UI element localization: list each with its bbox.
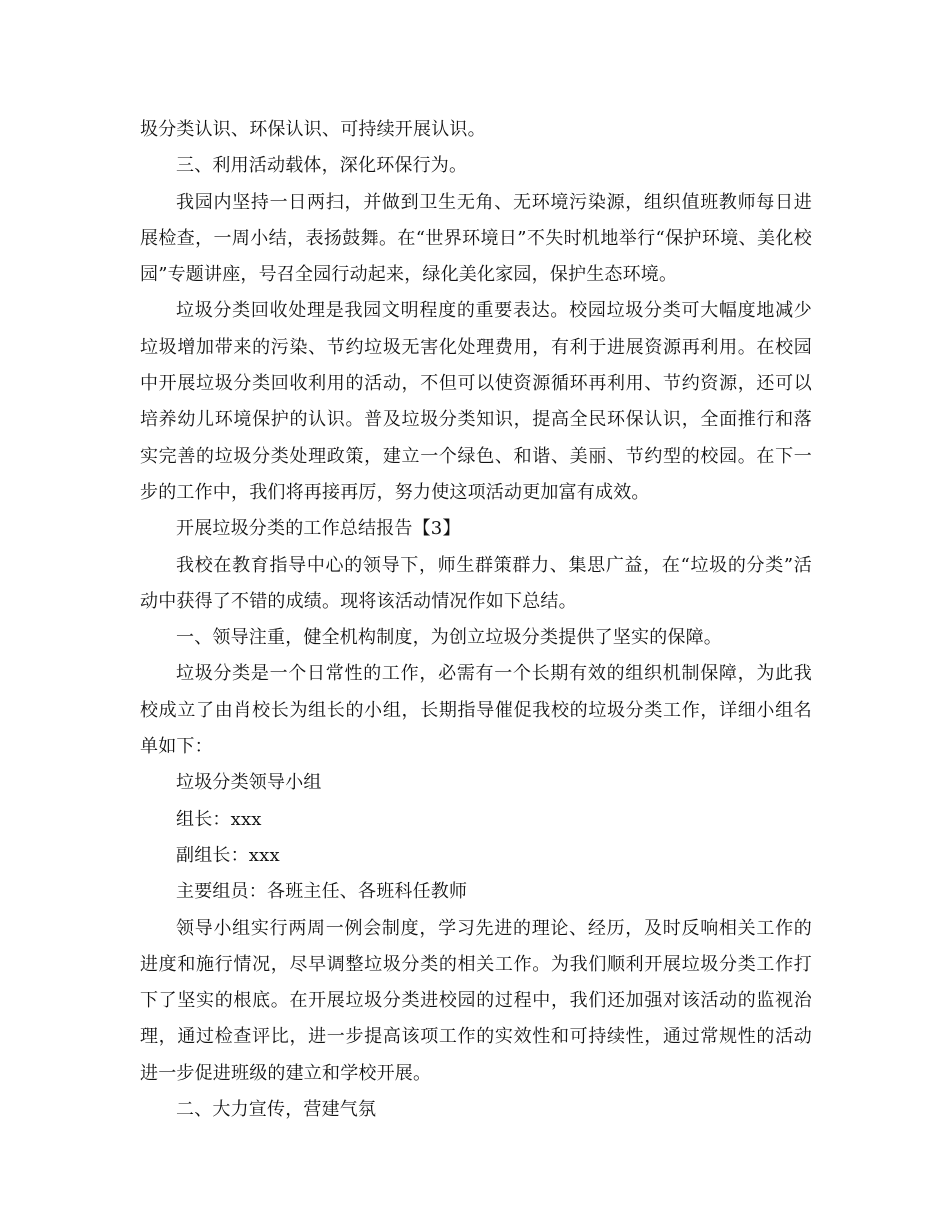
section-heading-3: 三、利用活动载体，深化环保行为。 bbox=[176, 155, 468, 177]
document-body bbox=[140, 112, 812, 1128]
group-members: 主要组员：各班主任、各班科任教师 bbox=[176, 881, 468, 903]
section-heading-1: 一、领导注重，健全机构制度，为创立垃圾分类提供了坚实的保障。 bbox=[176, 627, 722, 649]
group-leader: 组长：xxx bbox=[176, 808, 262, 830]
paragraph-8: 垃圾分类是一个日常性的工作，必需有一个长期有效的组织机制保障，为此我校成立了由肖校长为组长的小组，长期指导催促我校的垃圾分类工作，详细小组名单如下： bbox=[140, 663, 812, 758]
section-heading-2: 二、大力宣传，营建气氛 bbox=[176, 1099, 377, 1121]
group-deputy-leader: 副组长：xxx bbox=[176, 844, 280, 866]
paragraph-13: 领导小组实行两周一例会制度，学习先进的理论、经历，及时反响相关工作的进度和施行情况，尽早调整垃圾分类的相关工作。为我们顺利开展垃圾分类工作打下了坚实的根底。在开展垃圾分类进校园的过程中，我们还加强对该活动的监视治理，通过检查评比，进一步提高该项工作的实效性和可持续性，通过常规性的活动进一步促进班级的建立和学校开展。 bbox=[140, 917, 812, 1084]
paragraph-6: 我校在教育指导中心的领导下，师生群策群力、集思广益，在“垃圾的分类”活动中获得了不错的成绩。现将该活动情况作如下总结。 bbox=[140, 554, 812, 612]
report-title: 开展垃圾分类的工作总结报告【3】 bbox=[176, 518, 461, 540]
paragraph-3: 我园内坚持一日两扫，并做到卫生无角、无环境污染源，组织值班教师每日进展检查，一周小结，表扬鼓舞。在“世界环境日”不失时机地举行“保护环境、美化校园”专题讲座，号召全园行动起来，绿化美化家园，保护生态环境。 bbox=[140, 191, 812, 286]
paragraph-4: 垃圾分类回收处理是我园文明程度的重要表达。校园垃圾分类可大幅度地减少垃圾增加带来的污染、节约垃圾无害化处理费用，有利于进展资源再利用。在校园中开展垃圾分类回收利用的活动，不但可以使资源循环再利用、节约资源，还可以培养幼儿环境保护的认识。普及垃圾分类知识，提高全民环保认识，全面推行和落实完善的垃圾分类处理政策，建立一个绿色、和谐、美丽、节约型的校园。在下一步的工作中，我们将再接再厉，努力使这项活动更加富有成效。 bbox=[140, 300, 812, 503]
paragraph-1: 圾分类认识、环保认识、可持续开展认识。 bbox=[140, 119, 486, 140]
group-name: 垃圾分类领导小组 bbox=[176, 772, 322, 794]
